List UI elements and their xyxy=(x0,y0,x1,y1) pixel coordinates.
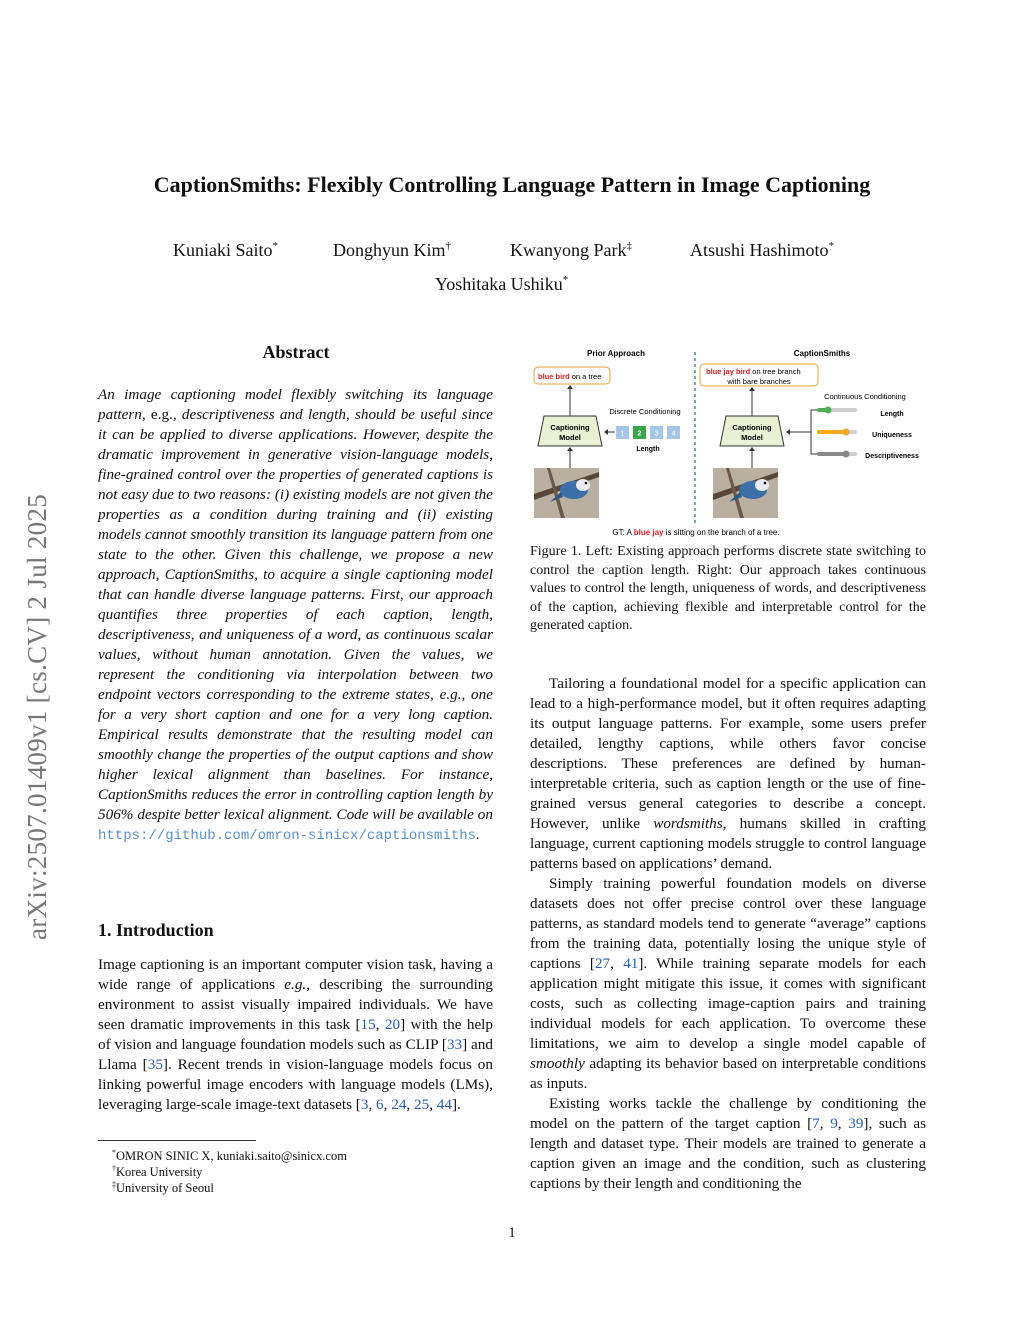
intro-heading: 1. Introduction xyxy=(98,920,214,940)
author-5: Yoshitaka Ushiku* xyxy=(435,274,569,294)
author-3: Kwanyong Park‡ xyxy=(510,240,632,260)
figure-caption: Figure 1. Left: Existing approach performs discrete state switching to control the caption length. Right: Our approach takes continuous values to control the length, uniqueness of words, and descriptiveness of the caption, achieving flexible and interpretable control for the generated caption. xyxy=(530,544,926,633)
svg-text:4: 4 xyxy=(671,430,676,438)
author-2: Donghyun Kim† xyxy=(333,240,451,260)
footnote-1: *OMRON SINIC X, kuniaki.saito@sinicx.com xyxy=(112,1148,347,1164)
author-1: Kuniaki Saito* xyxy=(173,240,278,260)
figure-1 xyxy=(530,344,926,542)
svg-text:Captioning: Captioning xyxy=(732,423,772,432)
footnote-2: †Korea University xyxy=(112,1164,203,1180)
footnote-3: ‡University of Seoul xyxy=(112,1180,214,1196)
fig-left-caption: blue bird on a tree xyxy=(538,372,602,381)
fig-right-bird-image xyxy=(713,468,778,518)
page-number: 1 xyxy=(508,1225,516,1241)
svg-text:Model: Model xyxy=(559,433,581,442)
fig-right-caption: blue jay bird on tree branch xyxy=(706,367,801,376)
fig-slider-knob xyxy=(825,407,832,414)
code-link[interactable]: https://github.com/omron-sinicx/captionsmiths xyxy=(98,828,477,844)
right-paragraph-1: Tailoring a foundational model for a specific application can lead to a high-performance model, but it often requires adapting its output language patterns. For example, some users prefer detailed, lengthy captions, while others favor concise descriptions. These preferences are defined by human-interpretable criteria, such as caption length or the use of fine-grained versus general categories to describe a concept. However, unlike wordsmiths, humans skilled in crafting language, current captioning models struggle to control language patterns based on applications’ demand. xyxy=(530,675,927,872)
fig-discrete-label: Discrete Conditioning xyxy=(609,407,681,416)
svg-text:2: 2 xyxy=(637,430,642,438)
right-paragraph-3: Existing works tackle the challenge by conditioning the model on the pattern of the target caption [7, 9, 39], such as length and dataset type. Their models are trained to generate a caption given an image and the condition, such as clustering captions by their length and conditioning the xyxy=(530,1095,927,1192)
svg-text:3: 3 xyxy=(654,430,659,438)
fig-right-title: CaptionSmiths xyxy=(793,349,851,358)
fig-slider-label-length: Length xyxy=(880,411,904,418)
svg-text:1: 1 xyxy=(620,430,625,438)
paper-title: CaptionSmiths: Flexibly Controlling Language Pattern in Image Captioning xyxy=(153,172,871,197)
right-column-text xyxy=(530,674,926,1194)
fig-slider-knob xyxy=(843,451,850,458)
footnote-rule xyxy=(98,1140,256,1141)
fig-gt-caption: GT: A blue jay is sitting on the branch of a tree. xyxy=(612,528,780,537)
fig-left-title: Prior Approach xyxy=(587,349,645,358)
fig-slider-label-descriptiveness: Descriptiveness xyxy=(865,453,919,460)
fig-discrete-axis: Length xyxy=(636,446,660,453)
fig-left-bird-image xyxy=(534,468,599,518)
abstract-heading: Abstract xyxy=(262,342,330,362)
svg-text:Model: Model xyxy=(741,433,763,442)
abstract-body: An image captioning model flexibly switching its language pattern, e.g., descriptiveness and length, should be useful since it can be applied to diverse applications. However, despite the dramatic improvement in generative vision-language models, fine-grained control over the properties of generated captions is not easy due to two reasons: (i) existing models are not given the properties as a condition during training and (ii) existing models cannot smoothly transition its language pattern from one state to the other. Given this challenge, we propose a new approach, CaptionSmiths, to acquire a single captioning model that can handle diverse language patterns. First, our approach quantifies three properties of each caption, length, descriptiveness, and uniqueness of a word, as continuous scalar values, without human annotation. Given the values, we represent the conditioning via interpolation between two endpoint vectors corresponding to the extreme states, e.g., one for a very short caption and one for a very long caption. Empirical results demonstrate that the resulting model can smoothly change the properties of the output captions and show higher lexical alignment than baselines. For instance, CaptionSmiths reduces the error in controlling caption length by 506% despite better lexical alignment. Code will be available on https://github.com/omron-sinicx/captionsmiths. xyxy=(98,386,494,844)
fig-continuous-label: Continuous Conditioning xyxy=(824,392,906,401)
right-paragraph-2: Simply training powerful foundation models on diverse datasets does not offer precise control over these language patterns, as standard models tend to generate “average” captions from the training data, potentially losing the unique style of captions [27, 41]. While training separate models for each application might mitigate this issue, it comes with significant costs, such as collecting image-caption pairs and training individual models for each application. To overcome these limitations, we aim to develop a single model capable of smoothly adapting its behavior based on interpretable conditions as inputs. xyxy=(530,875,927,1092)
fig-slider-knob xyxy=(843,429,850,436)
svg-text:Captioning: Captioning xyxy=(550,423,590,432)
svg-text:with bare branches: with bare branches xyxy=(727,377,791,386)
author-4: Atsushi Hashimoto* xyxy=(690,240,835,260)
fig-slider-label-uniqueness: Uniqueness xyxy=(872,432,912,439)
arxiv-identifier: arXiv:2507.01409v1 [cs.CV] 2 Jul 2025 xyxy=(22,493,52,940)
intro-paragraph: Image captioning is an important computer vision task, having a wide range of applications e.g., describing the surrounding environment to assist visually impaired individuals. We have seen dramatic improvements in this task [15, 20] with the help of vision and language foundation models such as CLIP [33] and Llama [35]. Recent trends in vision-language models focus on linking powerful image encoders with language models (LMs), leveraging large-scale image-text datasets [3, 6, 24, 25, 44]. xyxy=(98,956,493,1113)
